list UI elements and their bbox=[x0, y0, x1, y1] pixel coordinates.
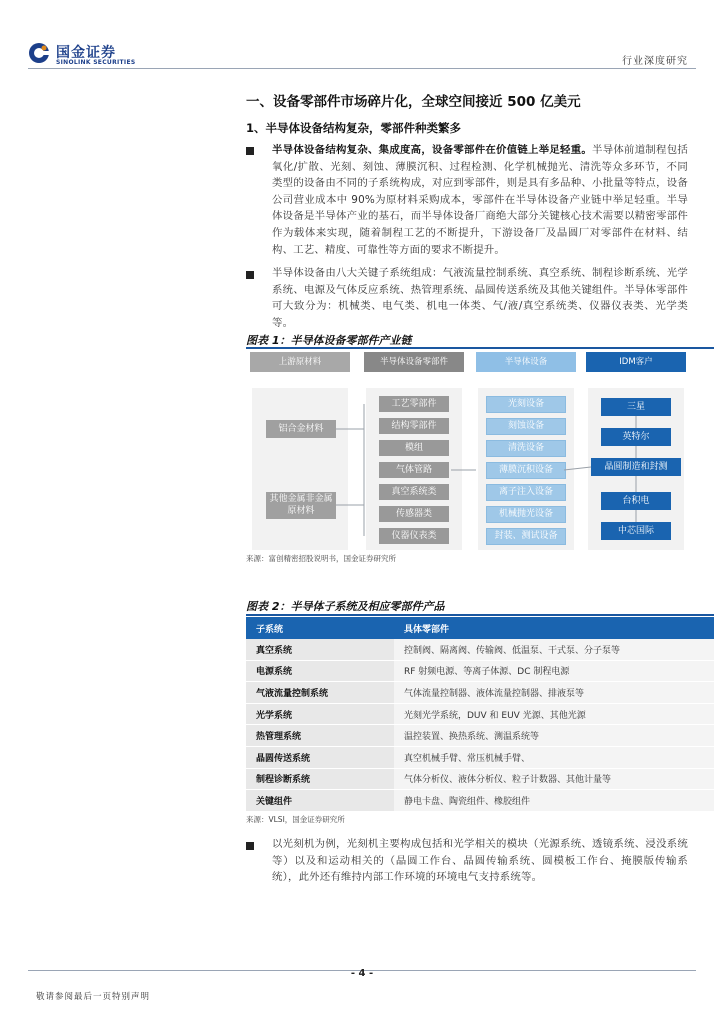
page-number: - 4 - bbox=[350, 968, 374, 979]
subsystem-cell: 制程诊断系统 bbox=[246, 768, 394, 790]
subsystem-cell: 气液流量控制系统 bbox=[246, 682, 394, 704]
subsystem-cell: 电源系统 bbox=[246, 660, 394, 682]
paragraph-1 bbox=[272, 142, 688, 258]
equipment-node: 机械抛光设备 bbox=[486, 506, 566, 523]
customer-node: 台积电 bbox=[601, 492, 671, 510]
subsystem-cell: 热管理系统 bbox=[246, 725, 394, 747]
bullet-square-icon bbox=[246, 271, 254, 279]
customer-node: 英特尔 bbox=[601, 428, 671, 446]
material-node: 其他金属非金属原材料 bbox=[266, 492, 336, 519]
subsystem-cell: 关键组件 bbox=[246, 790, 394, 812]
customer-node: 三星 bbox=[601, 398, 671, 416]
table-row bbox=[246, 790, 714, 812]
part-node: 气体管路 bbox=[379, 462, 449, 478]
bullet-square-icon bbox=[246, 147, 254, 155]
bullet-square-icon bbox=[246, 842, 254, 850]
subsystem-cell: 真空系统 bbox=[246, 639, 394, 660]
parts-cell: 光刻光学系统，DUV 和 EUV 光源、其他光源 bbox=[394, 703, 714, 725]
table-row bbox=[246, 768, 714, 790]
table-header-row bbox=[246, 617, 714, 639]
paragraph-3: 以光刻机为例，光刻机主要构成包括和光学相关的模块（光源系统、透镜系统、浸没系统等）以及和运动相关的（晶圆工作台、晶圆传输系统、圆模板工作台、掩膜版传输系统），此外还有维持内部工作环境的环境电气支持系统等。 bbox=[272, 838, 688, 884]
equipment-node: 薄膜沉积设备 bbox=[486, 462, 566, 479]
disclaimer: 敬请参阅最后一页特别声明 bbox=[36, 992, 151, 1002]
table-row bbox=[246, 660, 714, 682]
table-header-subsystem: 子系统 bbox=[246, 617, 394, 639]
figure-2-title: 图表 2：半导体子系统及相应零部件产品 bbox=[246, 600, 445, 613]
table-row bbox=[246, 639, 714, 660]
customer-node: 中芯国际 bbox=[601, 522, 671, 540]
equipment-node: 清洗设备 bbox=[486, 440, 566, 457]
part-node: 模组 bbox=[379, 440, 449, 456]
header-divider bbox=[28, 68, 696, 69]
diagram-connectors bbox=[246, 350, 714, 550]
parts-cell: 气体流量控制器、液体流量控制器、排液泵等 bbox=[394, 682, 714, 704]
section-title: 一、设备零部件市场碎片化，全球空间接近 500 亿美元 bbox=[246, 94, 581, 110]
parts-cell: 气体分析仪、液体分析仪、粒子计数器、其他计量等 bbox=[394, 768, 714, 790]
equipment-node: 光刻设备 bbox=[486, 396, 566, 413]
equipment-node: 离子注入设备 bbox=[486, 484, 566, 501]
parts-cell: 控制阀、隔离阀、传输阀、低温泵、干式泵、分子泵等 bbox=[394, 639, 714, 660]
table-row bbox=[246, 725, 714, 747]
col-head-equipment: 半导体设备 bbox=[476, 352, 576, 372]
subsystem-cell: 光学系统 bbox=[246, 703, 394, 725]
subsystem-table bbox=[246, 617, 714, 812]
paragraph-1-body: 半导体前道制程包括氧化/扩散、光刻、刻蚀、薄膜沉积、过程检测、化学机械抛光、清洗等众多环节，不同类型的设备由不同的子系统构成，对应到零部件，则是具有多品种、小批量等特点，设备公司营业成本中 90%为原材料采购成本，零部件在半导体设备产业链中举足轻重。半导体设备是半导体产业的基石，而半导体设备厂商绝大部分关键核心技术需要以精密零部件作为载体来实现，随着制程工艺的不断提升，下游设备厂及晶圆厂对零部件在材料、结构、工艺、精度、可靠性等方面的要求不断提升。 bbox=[272, 144, 688, 256]
part-node: 结构零部件 bbox=[379, 418, 449, 434]
material-node: 铝合金材料 bbox=[266, 420, 336, 438]
figure-1-rule bbox=[246, 347, 714, 349]
parts-cell: 静电卡盘、陶瓷组件、橡胶组件 bbox=[394, 790, 714, 812]
logo-en-text: SINOLINK SECURITIES bbox=[56, 59, 136, 66]
col-head-parts: 半导体设备零部件 bbox=[364, 352, 464, 372]
table-header-parts: 具体零部件 bbox=[394, 617, 714, 639]
figure-1-source: 来源：富创精密招股说明书，国金证券研究所 bbox=[246, 554, 396, 563]
part-node: 传感器类 bbox=[379, 506, 449, 522]
figure-1-title: 图表 1：半导体设备零部件产业链 bbox=[246, 334, 412, 347]
table-row bbox=[246, 682, 714, 704]
equipment-node: 封装、测试设备 bbox=[486, 528, 566, 545]
equipment-node: 刻蚀设备 bbox=[486, 418, 566, 435]
figure-2-rule bbox=[246, 614, 714, 616]
col-head-materials: 上游原材料 bbox=[250, 352, 350, 372]
company-logo bbox=[28, 40, 138, 70]
col-head-customers: IDM客户 bbox=[586, 352, 686, 372]
table-row bbox=[246, 703, 714, 725]
part-node: 工艺零部件 bbox=[379, 396, 449, 412]
paragraph-2: 半导体设备由八大关键子系统组成：气液流量控制系统、真空系统、制程诊断系统、光学系统、电源及气体反应系统、热管理系统、晶圆传送系统及其他关键组件。半导体零部件可大致分为：机械类、电气类、机电一体类、气/液/真空系统类、仪器仪表类、光学类等。 bbox=[272, 267, 688, 329]
subsystem-cell: 晶圆传送系统 bbox=[246, 746, 394, 768]
customer-group-node: 晶圆制造和封测 bbox=[591, 458, 681, 476]
parts-cell: 真空机械手臂、常压机械手臂、 bbox=[394, 746, 714, 768]
supply-chain-diagram bbox=[246, 350, 714, 550]
sinolink-logo-icon bbox=[28, 42, 50, 64]
part-node: 仪器仪表类 bbox=[379, 528, 449, 544]
figure-2-source: 来源：VLSI，国金证券研究所 bbox=[246, 815, 345, 824]
logo-cn-text: 国金证券 bbox=[56, 45, 116, 61]
table-row bbox=[246, 746, 714, 768]
paragraph-1-lead: 半导体设备结构复杂、集成度高，设备零部件在价值链上举足轻重。 bbox=[272, 144, 593, 156]
parts-cell: 温控装置、换热系统、测温系统等 bbox=[394, 725, 714, 747]
part-node: 真空系统类 bbox=[379, 484, 449, 500]
report-type: 行业深度研究 bbox=[622, 56, 688, 67]
sub-title: 1、半导体设备结构复杂，零部件种类繁多 bbox=[246, 121, 461, 135]
parts-cell: RF 射频电源、等离子体源、DC 制程电源 bbox=[394, 660, 714, 682]
